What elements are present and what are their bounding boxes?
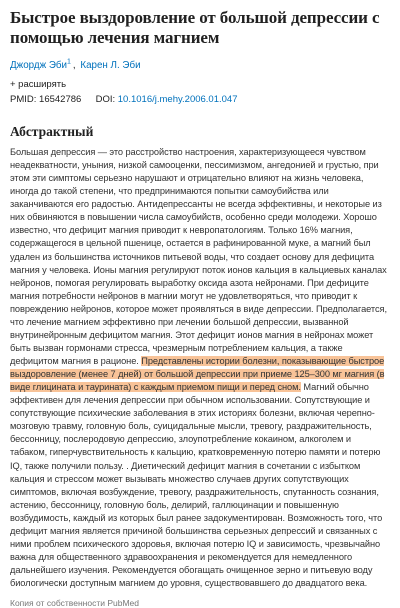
doi-label: DOI: <box>95 94 116 105</box>
article-title: Быстрое выздоровление от большой депрессии с помощью лечения магнием <box>10 8 380 47</box>
abstract-text-before: Большая депрессия — это расстройство настроения, характеризующееся чувством неадекватности, уныния, низкой самооценки, пессимизмом, ангедонией и грустью, при этом эти симптомы серьезно нарушают и отрицательно влияют на жизнь человека, иногда до такой степени, что предпринимаются попытки самоубийства или заканчиваются его радостью. Антидепрессанты не всегда эффективны, и некоторые из них обвиняются в повышении числа самоубийств, особенно среди молодежи. Хорошо известно, что дефицит магния приводит к невропатологиям. Только 16% магния, содержащегося в цельной пшенице, остается в рафинированной муке, а магний был удален из большинства источников питьевой воды, что создает основу для дефицита магния у человека. Ионы магния регулируют поток ионов кальция в кальциевых каналах нейронов, помогая регулировать выработку оксида азота нейронами. При дефиците магния потребности нейронов в магнии могут не удовлетворяться, что приводит к повреждению нейронов, которое может проявляться в виде депрессии. Предполагается, что лечение магнием эффективно при лечении большой депрессии, вызванной внутринейронным дефицитом магния. Этот дефицит ионов магния в нейронах может быть вызван гормонами стресса, чрезмерным потреблением кальция, а также дефицитом магния в рационе. <box>10 147 387 366</box>
article-page <box>0 8 400 608</box>
pmid-label: PMID: <box>10 94 37 105</box>
identifiers <box>10 94 390 105</box>
abstract-text-after: Магний обычно эффективен для лечения депрессии при обычном использовании. Сопутствующие и сопутствующие психические заболевания в этих историях болезни, включая черепно-мозговую травму, головную боль, суицидальные мысли, тревогу, раздражительность, бессонницу, послеродовую депрессию, злоупотребление кокаином, алкоголем и табаком, гиперчувствительность к кальцию, кратковременную потерю памяти и потерю IQ, также получили пользу. . Диетический дефицит магния в сочетании с избытком кальция и стрессом может вызывать множество случаев других сопутствующих симптомов, включая возбуждение, тревогу, раздражительность, спутанность сознания, астению, бессонницу, головную боль, делирий, галлюцинации и повышенную возбудимость, каждый из которых был ранее задокументирован. Возможность того, что дефицит магния является причиной большинства серьезных депрессий и связанных с ними проблем психического здоровья, включая потерю IQ и зависимость, чрезвычайно важна для общественного здравоохранения и рекомендуется для немедленного дальнейшего изучения. Рекомендуется обогащать очищенное зерно и питьевую воду биологически доступным магнием до уровня, существовавшего до двадцатого века. <box>10 382 383 589</box>
copyright-prefix: Копия от <box>10 598 45 608</box>
highlighted-passage: Представлены истории болезни, показывающие быстрое выздоровление (менее 7 дней) от большой депрессии при приеме 125–300 мг магния (в виде глицината и таурината) с каждым приемом пищи и перед сном. <box>10 356 385 393</box>
author-link[interactable]: Джордж Эби <box>10 60 67 71</box>
expand-button[interactable]: + расширять <box>10 79 67 90</box>
doi-link[interactable]: 10.1016/j.mehy.2006.01.047 <box>117 94 238 105</box>
author-affiliation-marker[interactable]: 1 <box>66 58 71 66</box>
author-link[interactable]: Карен Л. Эби <box>80 60 141 71</box>
affiliation-actions <box>10 79 390 90</box>
author-separator: , <box>72 60 76 71</box>
copyright-source: собственности PubMed <box>46 598 139 608</box>
abstract-heading: Абстрактный <box>10 124 94 139</box>
copyright-note <box>10 598 390 608</box>
pmid-value: 16542786 <box>39 94 82 105</box>
author-list <box>10 59 390 72</box>
abstract-text <box>10 146 390 590</box>
